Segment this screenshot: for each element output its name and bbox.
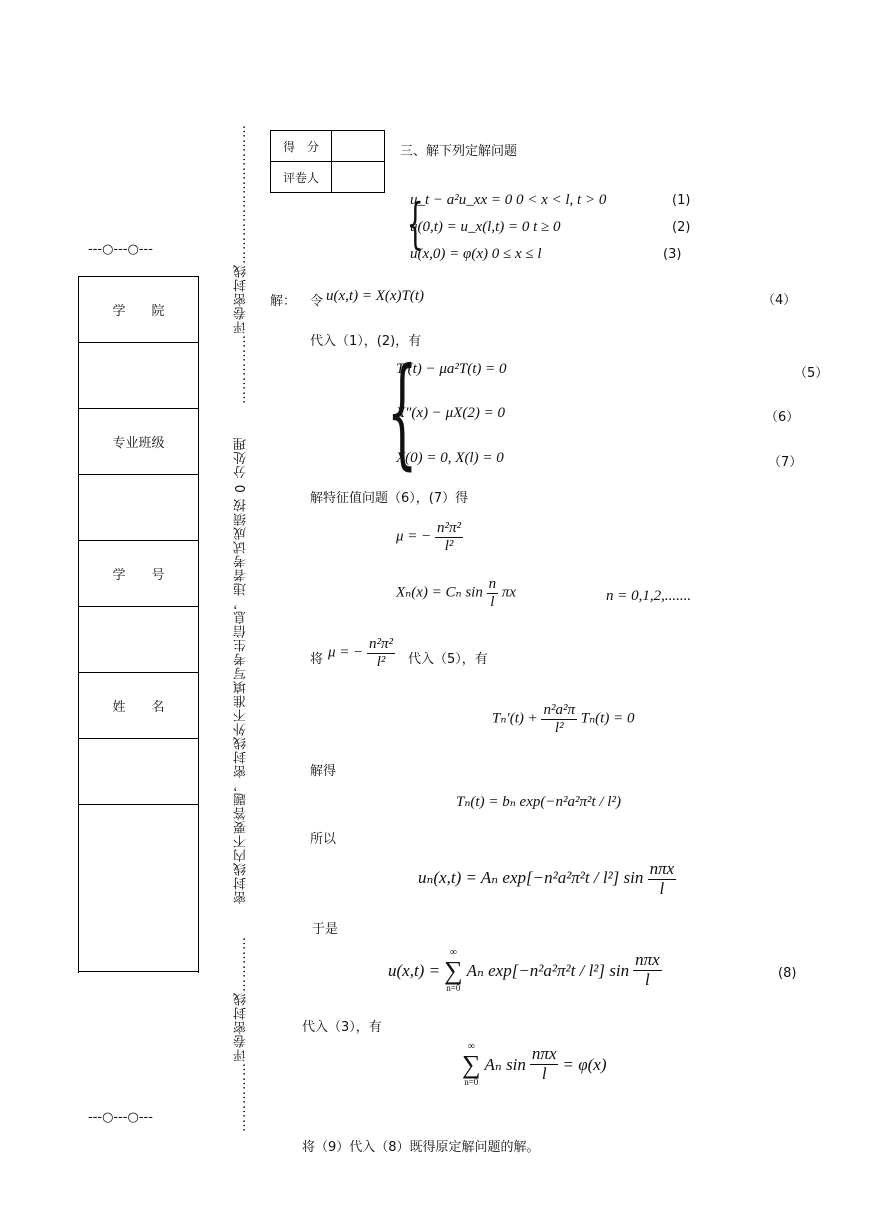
mu-numerator: n²π² bbox=[437, 520, 462, 536]
equation-8-number: (8) bbox=[778, 966, 797, 981]
eigen-text: 解特征值问题（6），(7）得 bbox=[310, 491, 469, 506]
equation-2: u(0,t) = u_x(l,t) = 0 t ≥ 0 bbox=[410, 219, 561, 235]
equation-6: X″(x) − μX(2) = 0 bbox=[396, 405, 505, 421]
substitute-12-text: 代入（1），(2)，有 bbox=[310, 334, 422, 349]
substitute-mu-suffix: 代入（5），有 bbox=[408, 652, 488, 667]
tn-solution: Tₙ(t) = bₙ exp(−n²a²π²t / l²) bbox=[456, 794, 621, 810]
blank-field bbox=[79, 805, 198, 972]
grade-table bbox=[270, 130, 385, 193]
grader-label: 评卷人 bbox=[271, 162, 332, 193]
class-field[interactable] bbox=[79, 475, 198, 541]
seal-line-middle: 密封线内不要答题，密封线外不准填写考生信息，违者考试成绩按 0 分处理 bbox=[234, 436, 249, 904]
equation-3: u(x,0) = φ(x) 0 ≤ x ≤ l bbox=[410, 246, 542, 262]
let-prefix: 令 bbox=[310, 294, 324, 309]
seal-line bbox=[232, 124, 251, 1132]
college-label: 学 院 bbox=[79, 277, 198, 343]
score-field[interactable] bbox=[332, 131, 385, 162]
name-field[interactable] bbox=[79, 739, 198, 805]
final-text: 将（9）代入（8）既得原定解问题的解。 bbox=[302, 1140, 540, 1155]
mu-inline: μ = − $\frac{\text{n²π²}}{\text{l²}}$ bbox=[328, 636, 394, 670]
tn-equation: Tₙ′(t) + $\frac{\text{n²a²π}}{\text{l²}}$ Tₙ(t) = 0 bbox=[492, 702, 635, 736]
brace-system: { bbox=[386, 343, 418, 482]
phi-equation: ∞ ∑ n=0 Aₙ sin $\frac{\text{nπx}}{l}$ = φ(x) bbox=[462, 1041, 607, 1087]
equation-7: X(0) = 0, X(l) = 0 bbox=[396, 450, 504, 466]
seal-line-bottom: ……………评卷密封线………… bbox=[234, 936, 249, 1132]
college-field[interactable] bbox=[79, 343, 198, 409]
name-label: 姓 名 bbox=[79, 673, 198, 739]
equation-5-number: （5） bbox=[794, 366, 829, 381]
mu-equation: μ = − $\frac{\text{n²π²}}{\text{l²}}$ bbox=[396, 520, 462, 554]
circle-marks-bottom: ---○---○--- bbox=[88, 1110, 153, 1125]
un-equation: uₙ(x,t) = Aₙ exp[−n²a²π²t / l²] sin $\frac{\text{nπx}}{l}$ bbox=[418, 859, 675, 898]
u-series-equation: u(x,t) = ∞ ∑ n=0 Aₙ exp[−n²a²π²t / l²] sin $\frac{\text{nπx}}{l}$ bbox=[388, 947, 660, 993]
equation-6-number: （6） bbox=[765, 410, 800, 425]
student-info-box bbox=[78, 276, 199, 973]
equation-2-number: (2) bbox=[672, 220, 691, 235]
brace-left: { bbox=[406, 192, 424, 255]
separation-equation: u(x,t) = X(x)T(t) bbox=[326, 288, 424, 304]
class-label: 专业班级 bbox=[79, 409, 198, 475]
solve-text: 解得 bbox=[310, 764, 337, 779]
so-text: 所以 bbox=[310, 832, 337, 847]
equation-3-number: (3) bbox=[663, 247, 682, 262]
equation-4-number: （4） bbox=[762, 293, 797, 308]
question-title: 三、解下列定解问题 bbox=[400, 144, 518, 159]
grader-field[interactable] bbox=[332, 162, 385, 193]
n-range: n = 0,1,2,....... bbox=[606, 588, 692, 604]
solution-label: 解： bbox=[270, 294, 297, 309]
circle-marks-top: ---○---○--- bbox=[88, 242, 153, 257]
score-label: 得 分 bbox=[271, 131, 332, 162]
equation-1-number: (1) bbox=[672, 193, 691, 208]
student-id-label: 学 号 bbox=[79, 541, 198, 607]
equation-1: u_t − a²u_xx = 0 0 < x < l, t > 0 bbox=[410, 192, 607, 208]
mu-denominator: l² bbox=[444, 537, 454, 554]
student-id-field[interactable] bbox=[79, 607, 198, 673]
then-text: 于是 bbox=[312, 922, 339, 937]
equation-7-number: （7） bbox=[768, 455, 803, 470]
seal-line-top: ……………评卷密封线………………………… bbox=[234, 124, 249, 405]
substitute-3-text: 代入（3），有 bbox=[302, 1020, 382, 1035]
xn-equation: Xₙ(x) = Cₙ sin $\frac{n}{l}$ πx bbox=[396, 576, 517, 610]
substitute-mu-prefix: 将 bbox=[310, 652, 324, 667]
equation-5: T′(t) − μa²T(t) = 0 bbox=[396, 361, 507, 377]
